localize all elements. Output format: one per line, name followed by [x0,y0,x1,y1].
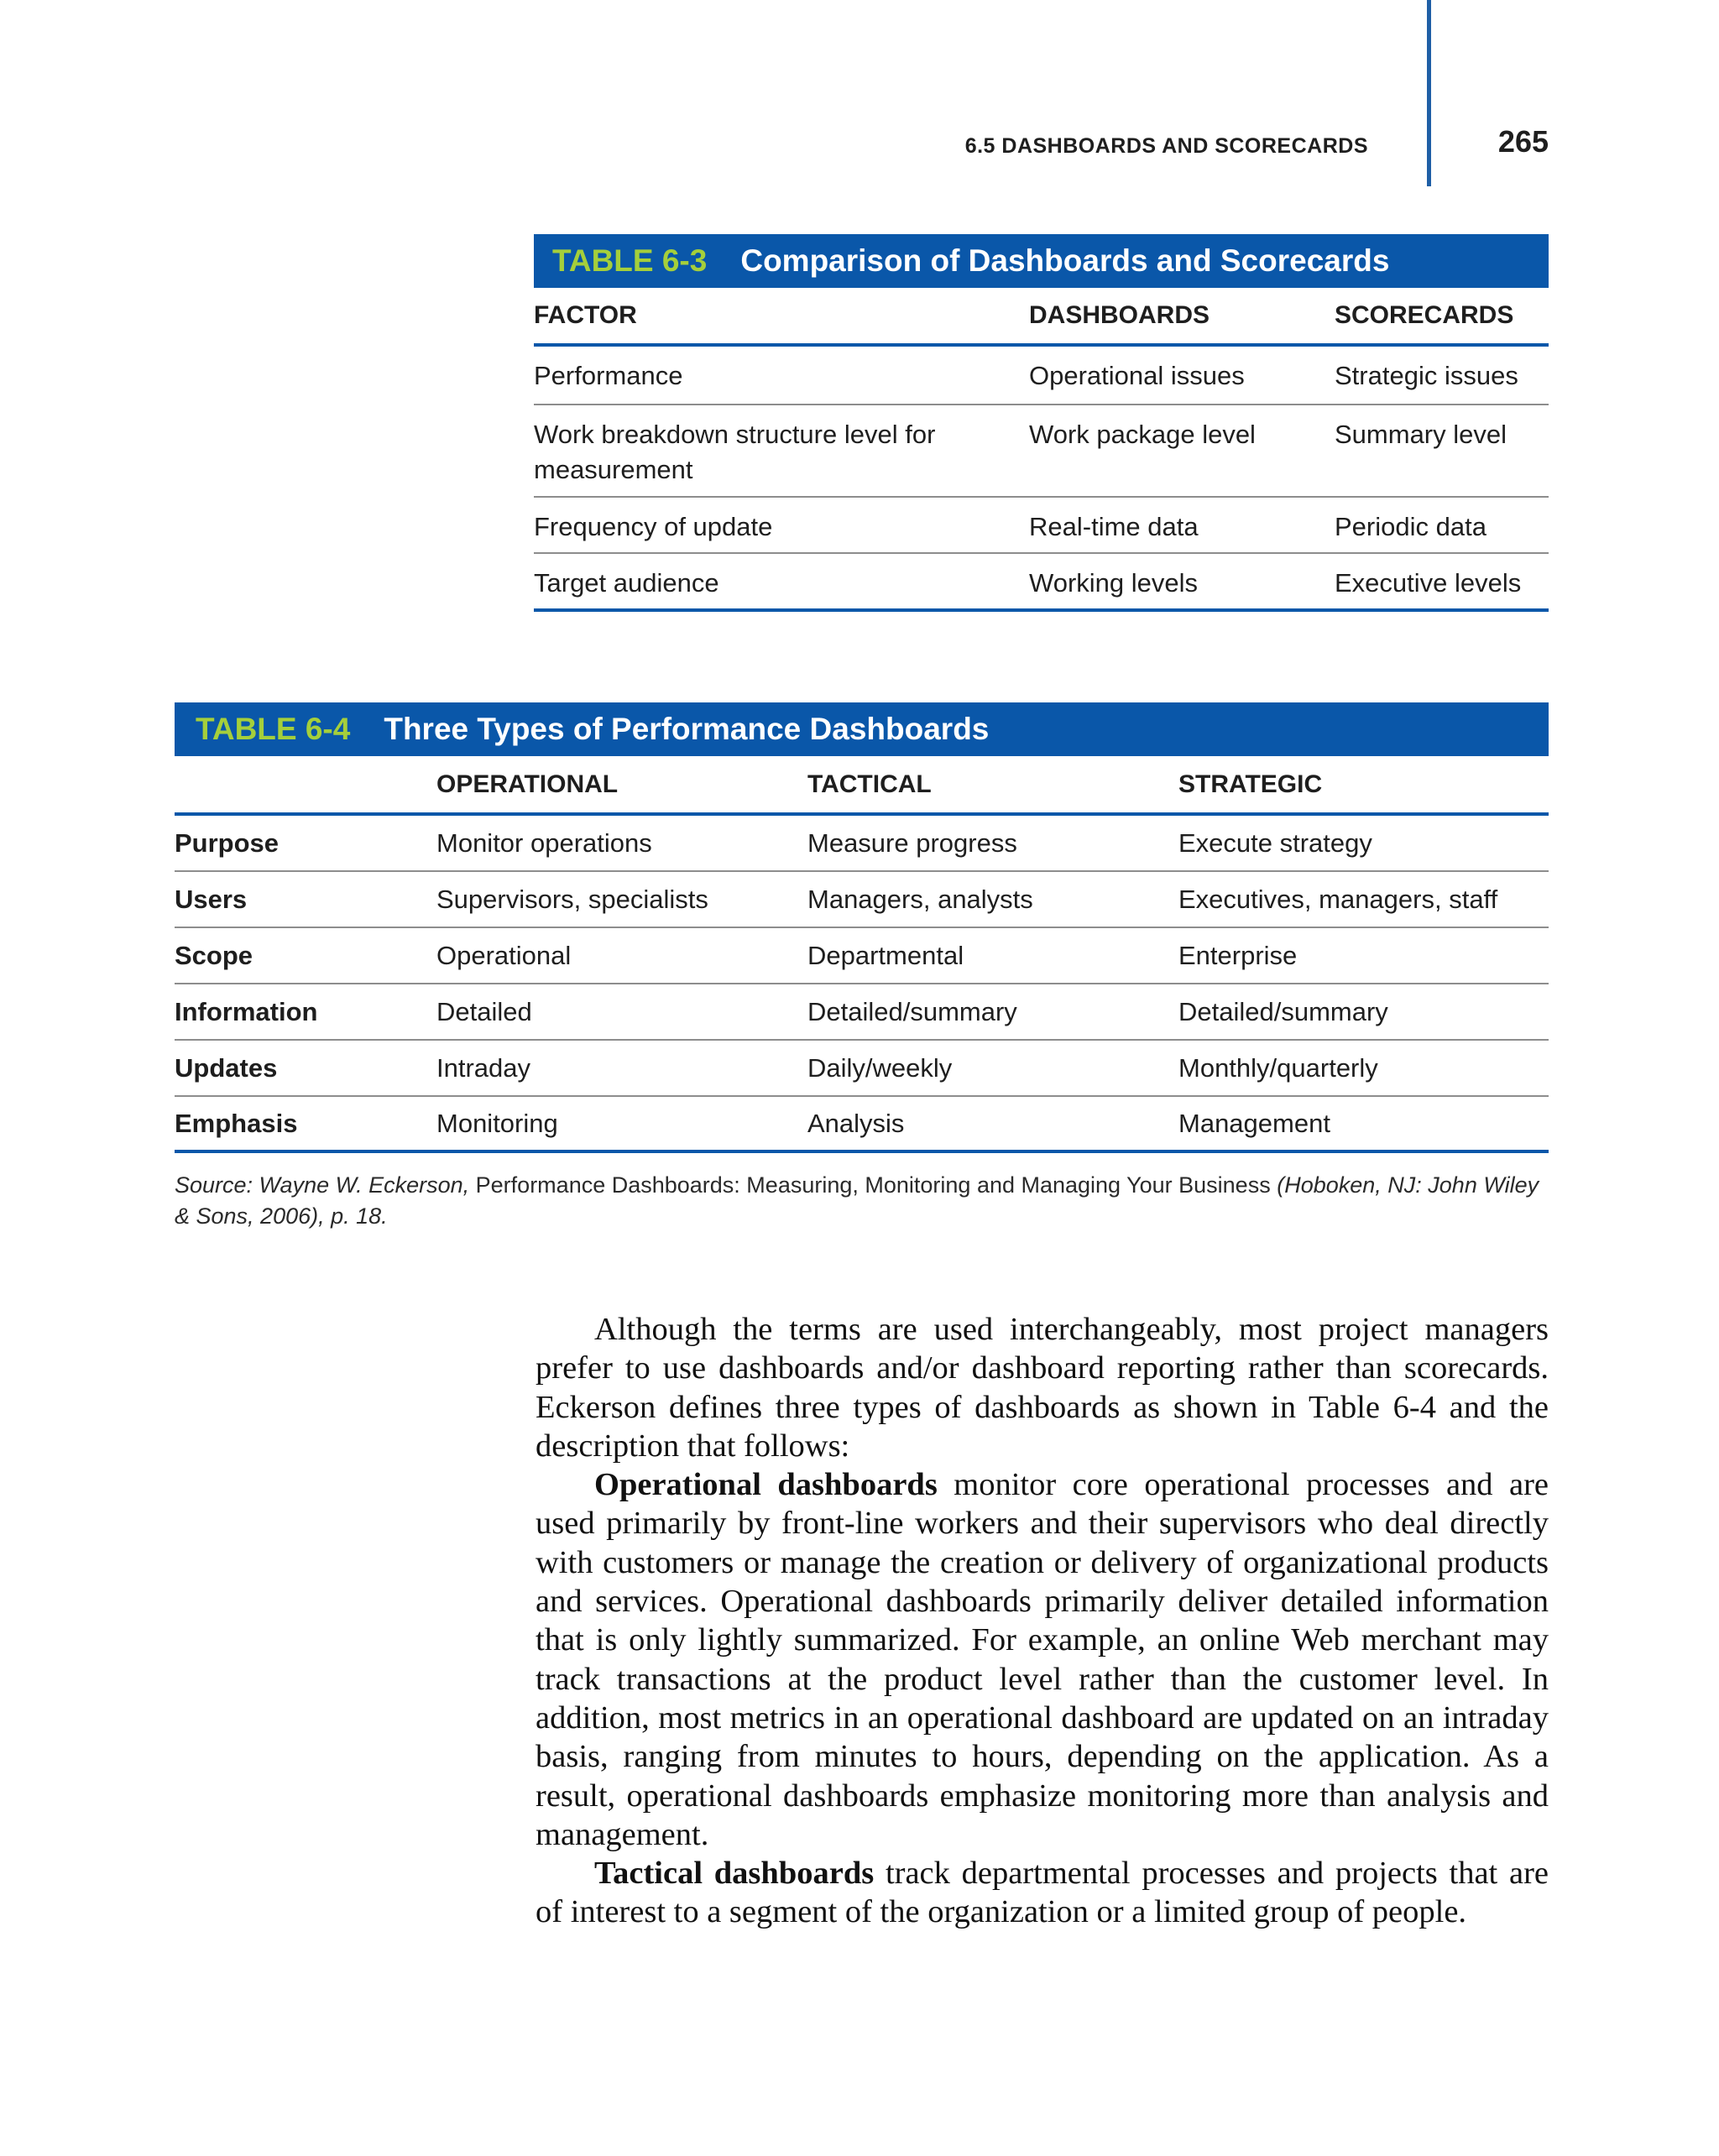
page-number: 265 [1497,124,1549,159]
row-label: Purpose [175,827,280,858]
source-suffix: (Hoboken, NJ: John Wiley & Sons, 2006), p. 18. [175,1172,1539,1229]
running-head: 6.5 DASHBOARDS AND SCORECARDS [964,134,1368,158]
table-cell: Strategic issues [1335,361,1518,390]
body-paragraph: Although the terms are used interchangeably, most project managers prefer to use dashboards and/or dashboard reporting rather than scorecards. Eckerson defines three types of dashboards as shown in Table 6-4 and the description that follows: [536,1312,1549,1464]
column-header-factor: FACTOR [534,301,637,329]
table-cell: Analysis [807,1108,905,1138]
table-cell: Measure progress [807,827,1017,858]
table-cell: Executive levels [1335,568,1522,598]
table-row [534,554,1549,612]
table-cell: Frequency of update [534,512,773,541]
table-row [175,816,1549,872]
table-cell: Detailed/summary [1178,996,1388,1026]
table-6-3-number: TABLE 6-3 [552,243,708,278]
term-operational-dashboards: Operational dashboards [594,1467,938,1503]
source-book-title: Performance Dashboards: Measuring, Monitoring and Managing Your Business [475,1172,1271,1198]
table-cell: Executives, managers, staff [1178,884,1498,914]
table-cell: Managers, analysts [807,884,1033,914]
table-row [175,984,1549,1041]
table-cell: Operational [436,940,572,970]
table-cell: Daily/weekly [807,1052,953,1083]
table-cell: Execute strategy [1178,827,1372,858]
column-header-scorecards: SCORECARDS [1335,301,1514,329]
table-cell: Operational issues [1029,361,1245,390]
table-row [175,1041,1549,1097]
table-row [175,928,1549,984]
column-header-tactical: TACTICAL [807,770,932,798]
table-cell: Monitoring [436,1108,558,1138]
column-header-operational: OPERATIONAL [436,770,619,798]
table-row [534,347,1549,405]
column-header-dashboards: DASHBOARDS [1029,301,1210,329]
table-cell: Periodic data [1335,512,1486,541]
paragraph-text: monitor core operational processes and are used primarily by front-line workers and their supervisors who deal directly with customers or manage the creation or delivery of organizational products and services. Operational dashboards primarily deliver detailed information that is only lightly summarized. For example, an online Web merchant may track transactions at the product level rather than the customer level. In addition, most metrics in an operational dashboard are updated on an intraday basis, ranging from minutes to hours, depending on the application. As a result, operational dashboards emphasize monitoring more than analysis and management. [536,1467,1549,1852]
table-cell: Detailed [436,996,532,1026]
table-6-3-title-bar [534,234,1549,288]
table-source-note [175,1170,1549,1232]
table-cell: Management [1178,1108,1330,1138]
body-paragraph [536,1854,1549,1932]
table-cell: Target audience [534,568,719,598]
table-6-3-header-row [534,288,1549,347]
row-label: Information [175,996,318,1026]
table-row [534,498,1549,554]
table-cell: Supervisors, specialists [436,884,708,914]
column-header-strategic: STRATEGIC [1178,770,1323,798]
row-label: Scope [175,940,253,970]
table-cell: Working levels [1029,568,1199,598]
table-row [175,1097,1549,1153]
body-text [536,1310,1549,1932]
paragraph-text: track departmental processes and projects that are of interest to a segment of the organization or a limited group of people. [536,1856,1549,1930]
table-6-3-title: Comparison of Dashboards and Scorecards [740,243,1390,278]
header-vertical-rule [1427,0,1431,186]
table-row [175,872,1549,928]
body-paragraph [536,1465,1549,1854]
table-6-4-title-bar [175,702,1549,756]
table-6-4-title: Three Types of Performance Dashboards [384,712,990,746]
row-label: Updates [175,1052,278,1083]
table-cell: Work package level [1029,420,1256,449]
table-cell: Summary level [1335,420,1507,449]
source-prefix: Source: Wayne W. Eckerson, [175,1172,470,1198]
table-cell: Detailed/summary [807,996,1017,1026]
table-cell: Monitor operations [436,827,652,858]
table-cell: Real-time data [1029,512,1199,541]
table-6-3 [534,234,1549,612]
table-cell: Work breakdown structure level for measurement [534,420,936,484]
table-cell: Monthly/quarterly [1178,1052,1378,1083]
table-6-4-header-row [175,756,1549,816]
row-label: Users [175,884,248,914]
term-tactical-dashboards: Tactical dashboards [594,1856,875,1892]
row-label: Emphasis [175,1108,298,1138]
table-cell: Enterprise [1178,940,1298,970]
table-cell: Departmental [807,940,964,970]
table-cell: Performance [534,361,683,390]
table-6-4 [175,702,1549,1153]
table-6-4-number: TABLE 6-4 [196,712,351,746]
table-cell: Intraday [436,1052,531,1083]
table-row [534,405,1549,498]
